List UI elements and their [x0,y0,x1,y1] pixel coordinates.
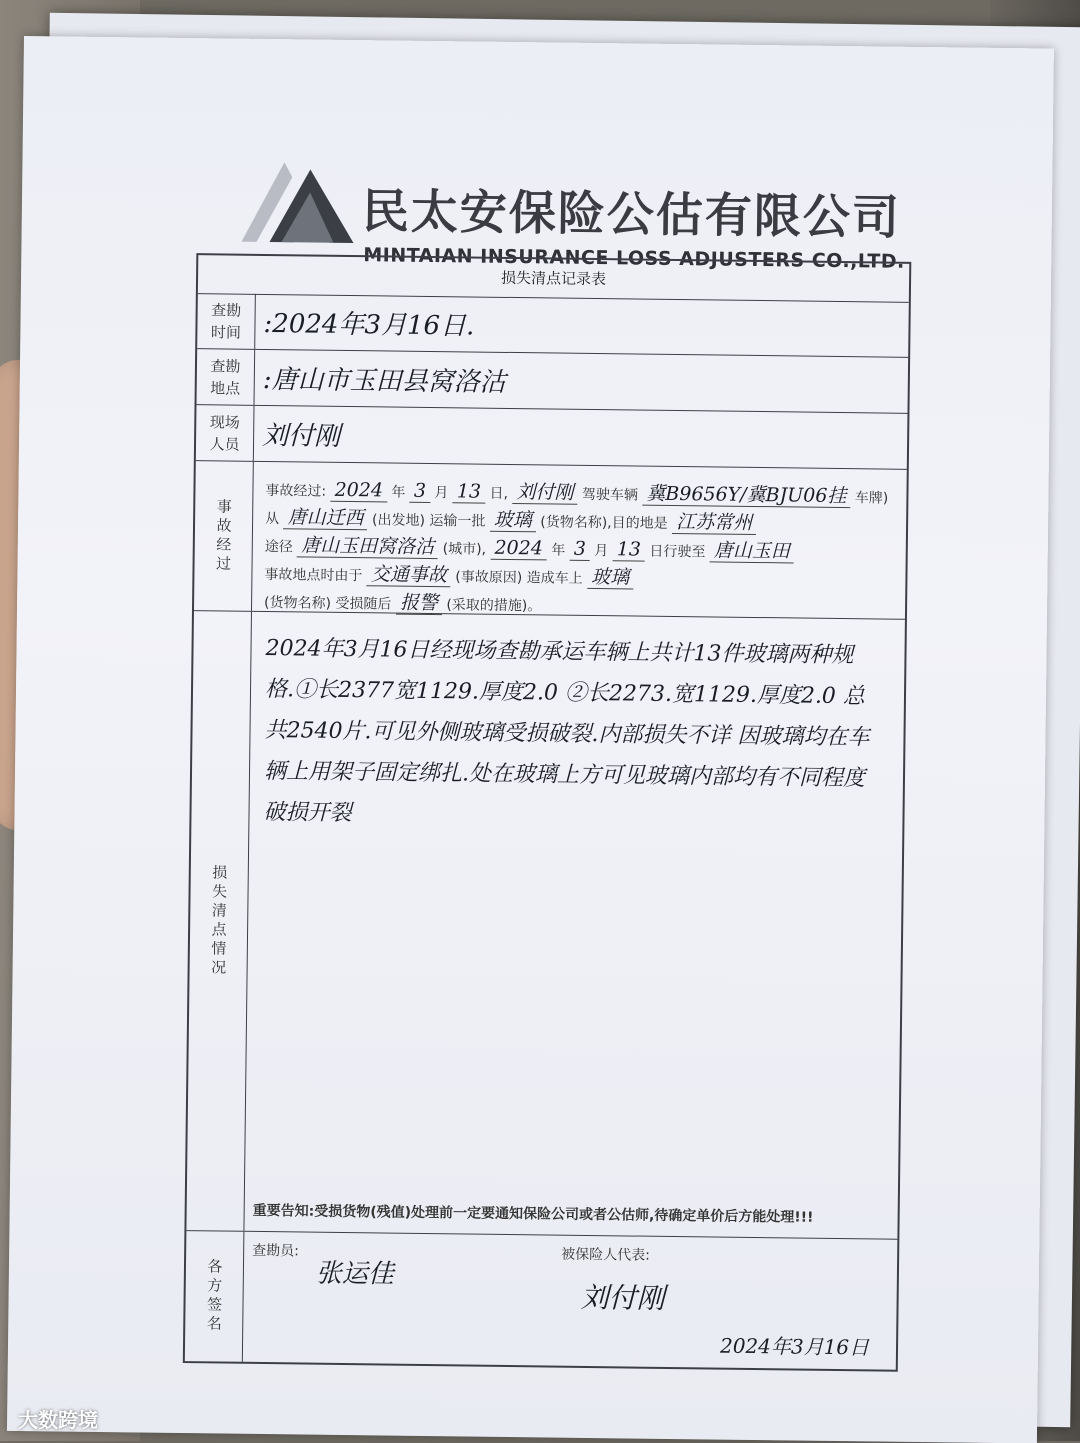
via-text: 途径 [264,538,293,556]
accident-plate: 冀B9656Y/冀BJU06挂 [642,483,850,509]
signature-date: 2024年3月16日 [719,1333,870,1360]
watermark: 大数跨境 [18,1408,98,1432]
important-notice: 重要告知:受损货物(残值)处理前一定要通知保险公司或者公估师,待确定单价后方能处理!!! [252,1202,814,1226]
insured-label: 被保险人代表: [561,1246,650,1264]
accident-intro-text: 事故经过: [265,482,327,500]
accident-row [194,461,907,620]
accident-measures: 报警 [396,592,442,616]
survey-time-row [197,293,909,358]
goods-text: (货物名称) 受损随后 [263,594,392,613]
arrive-text: 日行驶至 [649,543,706,561]
month-text-2: 月 [594,543,609,560]
drive-text: 驾驶车辆 [581,486,638,504]
loss-row [186,611,905,1240]
signatures-label: 各方签名 [185,1231,245,1362]
accident-year-2: 2024 [490,537,547,561]
plate-text: 车牌) [854,490,889,507]
survey-place-value: :唐山市玉田县窝洛沽 [262,364,506,398]
accident-month-2: 3 [570,538,590,561]
measures-text: (采取的措施)。 [446,597,542,615]
survey-time-value: :2024年3月16日. [263,308,475,342]
accident-damaged-goods: 玻璃 [587,566,633,590]
cause-text: (事故原因) 造成车上 [455,569,583,587]
accident-line-4 [264,558,633,590]
document-page [7,36,1054,1443]
accident-label: 事故经过 [194,461,254,611]
signatures-row [185,1231,898,1370]
city-text: (城市), [442,541,487,558]
day-text: 日, [489,485,509,502]
form-title: 损失清点记录表 [198,255,909,303]
onsite-staff-value: 刘付刚 [261,420,341,452]
survey-time-label: 查勘时间 [197,293,256,349]
inspector-signature: 张运佳 [315,1258,395,1290]
accident-day-2: 13 [613,538,645,561]
company-logo [211,146,362,248]
month-text: 月 [434,485,449,502]
year-text-2: 年 [551,542,566,559]
year-text: 年 [391,484,406,501]
inspector-label: 查勘员: [252,1242,299,1260]
accident-month: 3 [410,480,430,503]
insured-signature: 刘付刚 [580,1280,665,1315]
onsite-staff-label: 现场人员 [196,405,255,461]
accident-via: 唐山玉田窝洛沽 [297,534,438,559]
cargo-text: (货物名称),目的地是 [540,514,668,532]
survey-place-label: 查勘地点 [197,349,256,405]
company-name-cn: 民太安保险公估有限公司 [361,184,902,246]
from-text: 从 [265,510,280,528]
accident-origin: 唐山迁西 [283,506,367,530]
accident-arrive-place: 唐山玉田 [710,539,794,563]
accident-day: 13 [453,480,485,503]
accident-year: 2024 [331,479,388,503]
company-name-en: MINTAIAN INSURANCE LOSS ADJUSTERS CO.,LTD. [363,244,905,273]
event-text: 事故地点时由于 [264,566,363,585]
loss-label: 损失清点情况 [186,611,252,1231]
accident-driver: 刘付刚 [512,481,577,505]
origin-text: (出发地) 运输一批 [371,512,486,530]
onsite-staff-row [196,405,908,470]
survey-place-row [197,349,909,414]
accident-destination: 江苏常州 [672,511,756,535]
loss-description: 2024年3月16日经现场查勘承运车辆上共计13件玻璃两种规格.①长2377宽1129.厚度2.0 ②长2273.宽1129.厚度2.0 总共2540片.可见外侧玻璃受损破裂.内部损失不详 因玻璃均在车辆上用架子固定绑扎.处在玻璃上方可见玻璃内部均有不同程度破损开裂 [263,635,870,827]
accident-cargo: 玻璃 [490,509,536,533]
accident-cause: 交通事故 [367,563,451,587]
loss-inventory-form [183,253,912,1372]
